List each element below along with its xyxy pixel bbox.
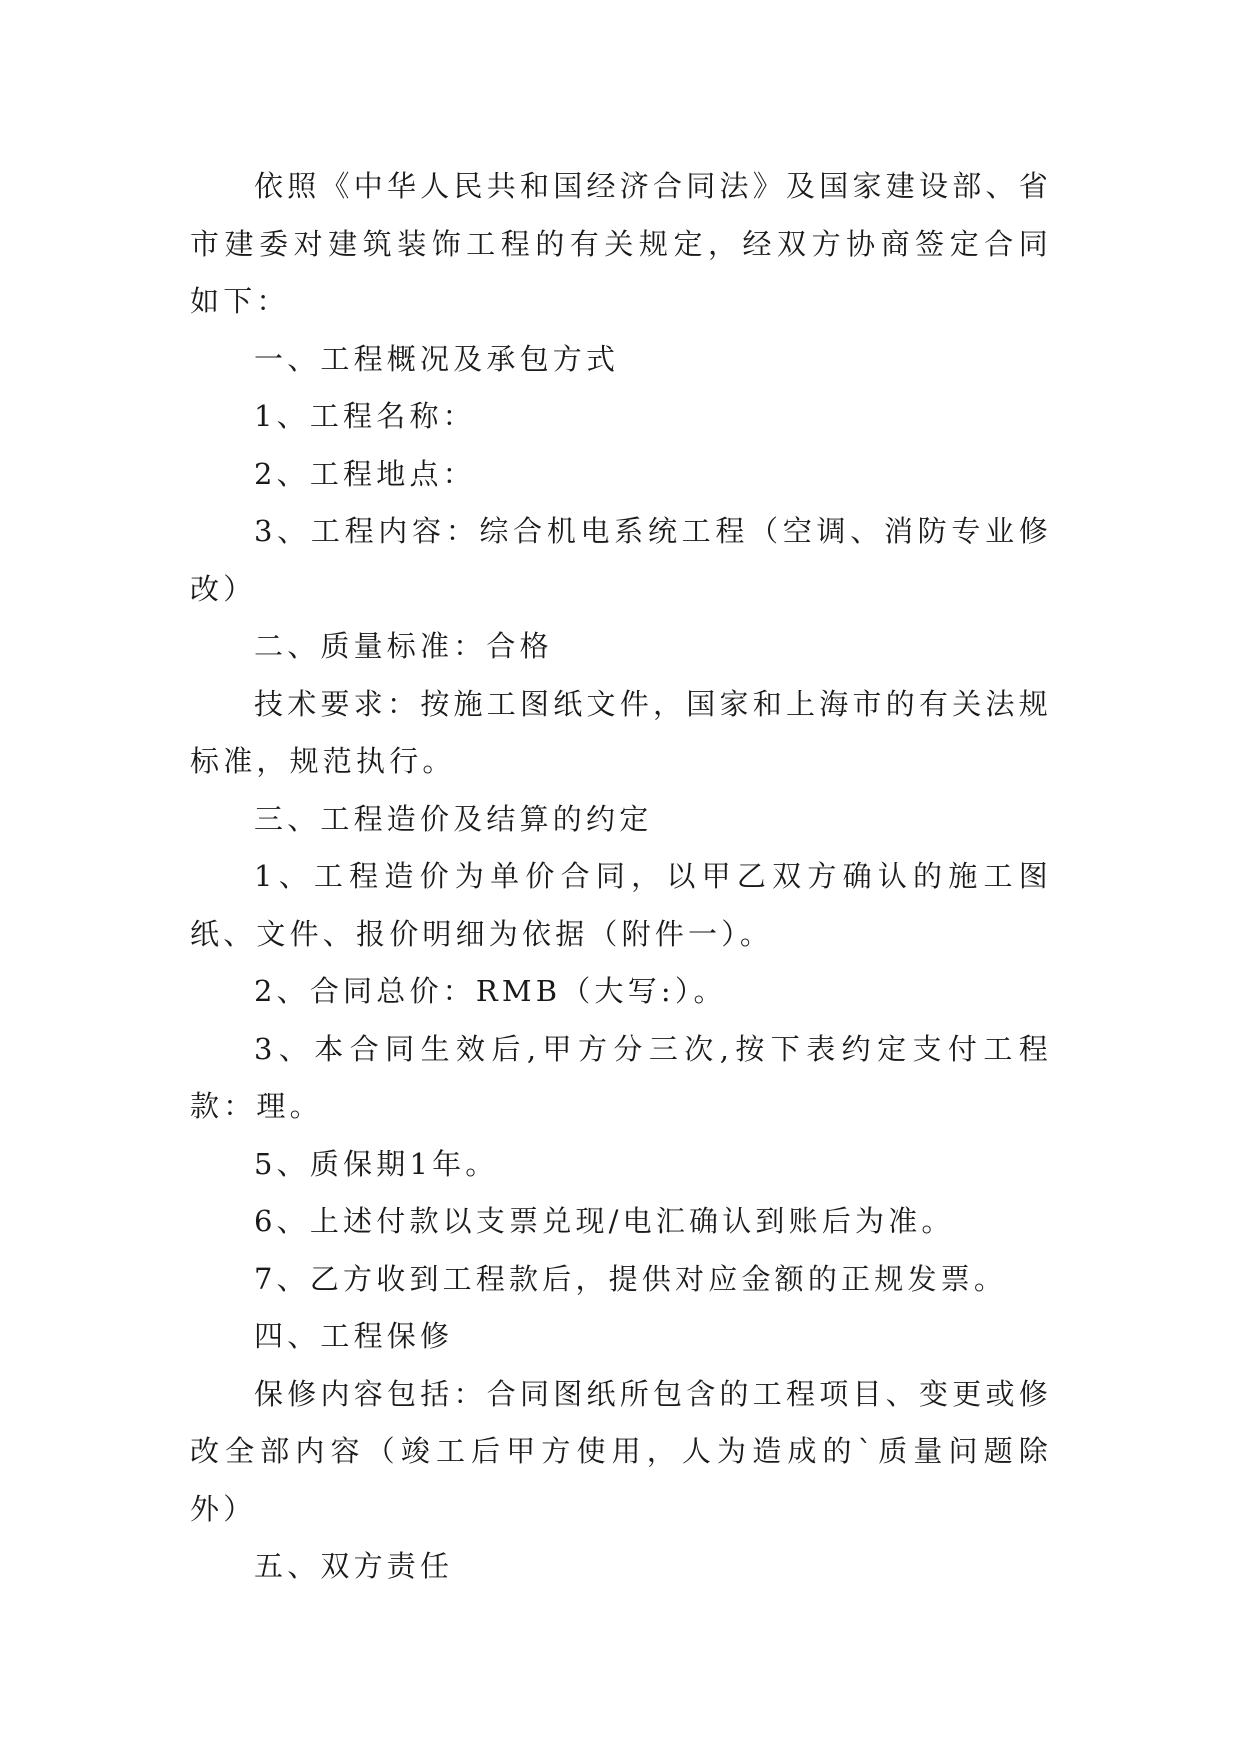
cost-basis-item: 1、工程造价为单价合同，以甲乙双方确认的施工图纸、文件、报价明细为依据（附件一）。: [190, 859, 1052, 951]
total-price-item: 2、合同总价：RMB（大写:）。: [254, 974, 727, 1008]
section-heading-1: 一、工程概况及承包方式: [254, 341, 620, 376]
payment-confirmation-item: 6、上述付款以支票兑现/电汇确认到账后为准。: [254, 1204, 955, 1238]
technical-requirements-paragraph: 技术要求：按施工图纸文件，国家和上海市的有关法规标准，规范执行。: [190, 686, 1052, 778]
project-location-item: 2、工程地点：: [254, 456, 476, 491]
section-heading-2: 二、质量标准：合格: [254, 629, 553, 663]
project-name-item: 1、工程名称：: [254, 399, 476, 433]
document-body: [190, 158, 1052, 1596]
section-heading-5: 五、双方责任: [254, 1549, 454, 1583]
invoice-item: 7、乙方收到工程款后，提供对应金额的正规发票。: [254, 1261, 1008, 1296]
project-content-item: 3、工程内容：综合机电系统工程（空调、消防专业修改）: [190, 514, 1052, 606]
payment-schedule-item: 3、本合同生效后,甲方分三次,按下表约定支付工程款：理。: [190, 1031, 1052, 1123]
warranty-period-item: 5、质保期1年。: [254, 1146, 499, 1181]
warranty-scope-paragraph: 保修内容包括：合同图纸所包含的工程项目、变更或修改全部内容（竣工后甲方使用，人为造成的`质量问题除外）: [190, 1376, 1052, 1526]
section-heading-3: 三、工程造价及结算的约定: [254, 801, 653, 836]
preamble-paragraph: 依照《中华人民共和国经济合同法》及国家建设部、省市建委对建筑装饰工程的有关规定，经双方协商签定合同如下：: [190, 169, 1052, 318]
section-heading-4: 四、工程保修: [254, 1319, 454, 1353]
